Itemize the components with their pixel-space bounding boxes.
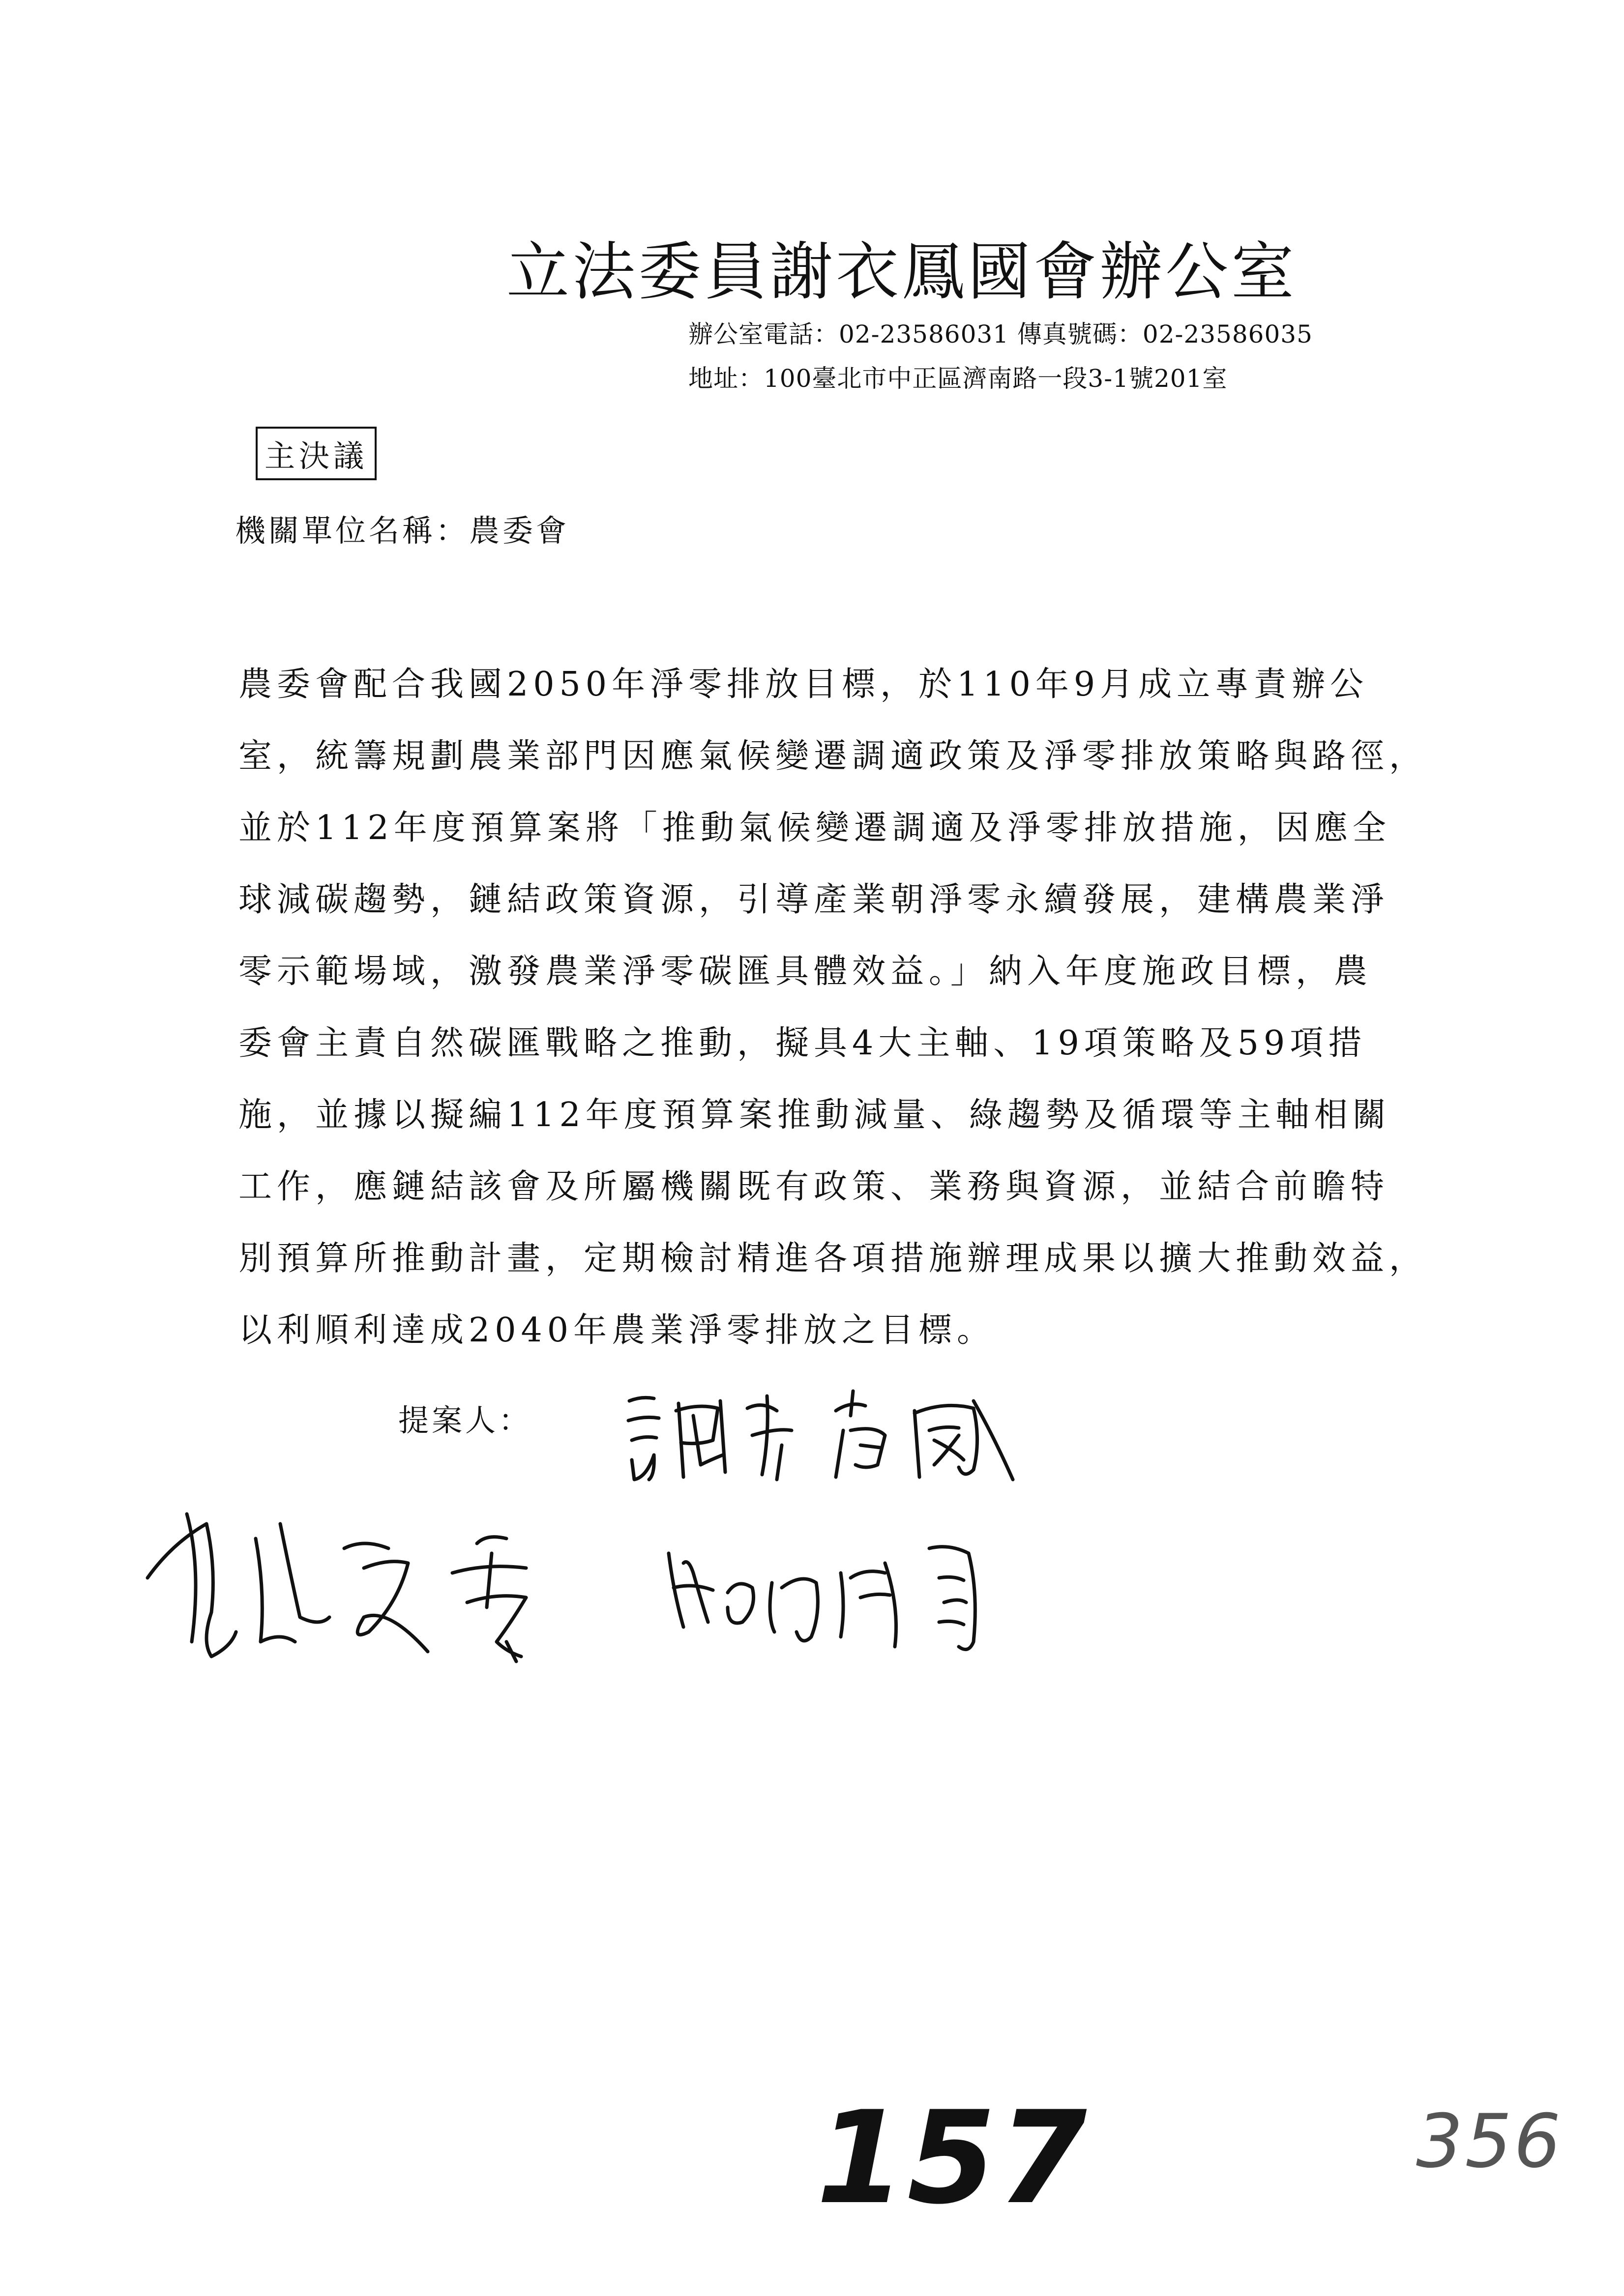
body-line: 球減碳趨勢，鏈結政策資源，引導產業朝淨零永續發展，建構農業淨 — [238, 880, 1389, 919]
agency-name: 機關單位名稱：農委會 — [235, 513, 570, 549]
body-line: 並於112年度預算案將「推動氣候變遷調適及淨零排放措施，因應全 — [238, 809, 1391, 847]
contact-phone-fax: 辦公室電話：02-23586031 傳真號碼：02-23586035 — [688, 320, 1313, 349]
signature-3 — [654, 1534, 1028, 1661]
main-resolution-badge: 主決議 — [256, 427, 377, 480]
proposer-label: 提案人： — [398, 1402, 532, 1438]
contact-address: 地址：100臺北市中正區濟南路一段3-1號201室 — [688, 364, 1228, 393]
body-line: 以利順利達成2040年農業淨零排放之目標。 — [238, 1311, 996, 1350]
handwritten-sequence-number: 356 — [1416, 2099, 1563, 2184]
handwritten-page-number: 157 — [816, 2084, 1089, 2233]
body-line: 零示範場域，激發農業淨零碳匯具體效益。」納入年度施政目標，農 — [238, 952, 1373, 991]
body-line: 施，並據以擬編112年度預算案推動減量、綠趨勢及循環等主軸相關 — [238, 1096, 1391, 1134]
office-title: 立法委員謝衣鳳國會辦公室 — [506, 235, 1298, 309]
signature-1 — [620, 1381, 1023, 1489]
body-line: 委會主責自然碳匯戰略之推動，擬具4大主軸、19項策略及59項措 — [238, 1024, 1367, 1063]
body-line: 別預算所推動計畫，定期檢討精進各項措施辦理成果以擴大推動效益， — [238, 1239, 1428, 1278]
signature-2 — [133, 1494, 575, 1681]
body-line: 農委會配合我國2050年淨零排放目標，於110年9月成立專責辦公 — [238, 665, 1369, 704]
body-line: 工作，應鏈結該會及所屬機關既有政策、業務與資源，並結合前瞻特 — [238, 1167, 1389, 1206]
body-line: 室，統籌規劃農業部門因應氣候變遷調適政策及淨零排放策略與路徑， — [238, 737, 1428, 776]
resolution-body — [238, 649, 1427, 1366]
